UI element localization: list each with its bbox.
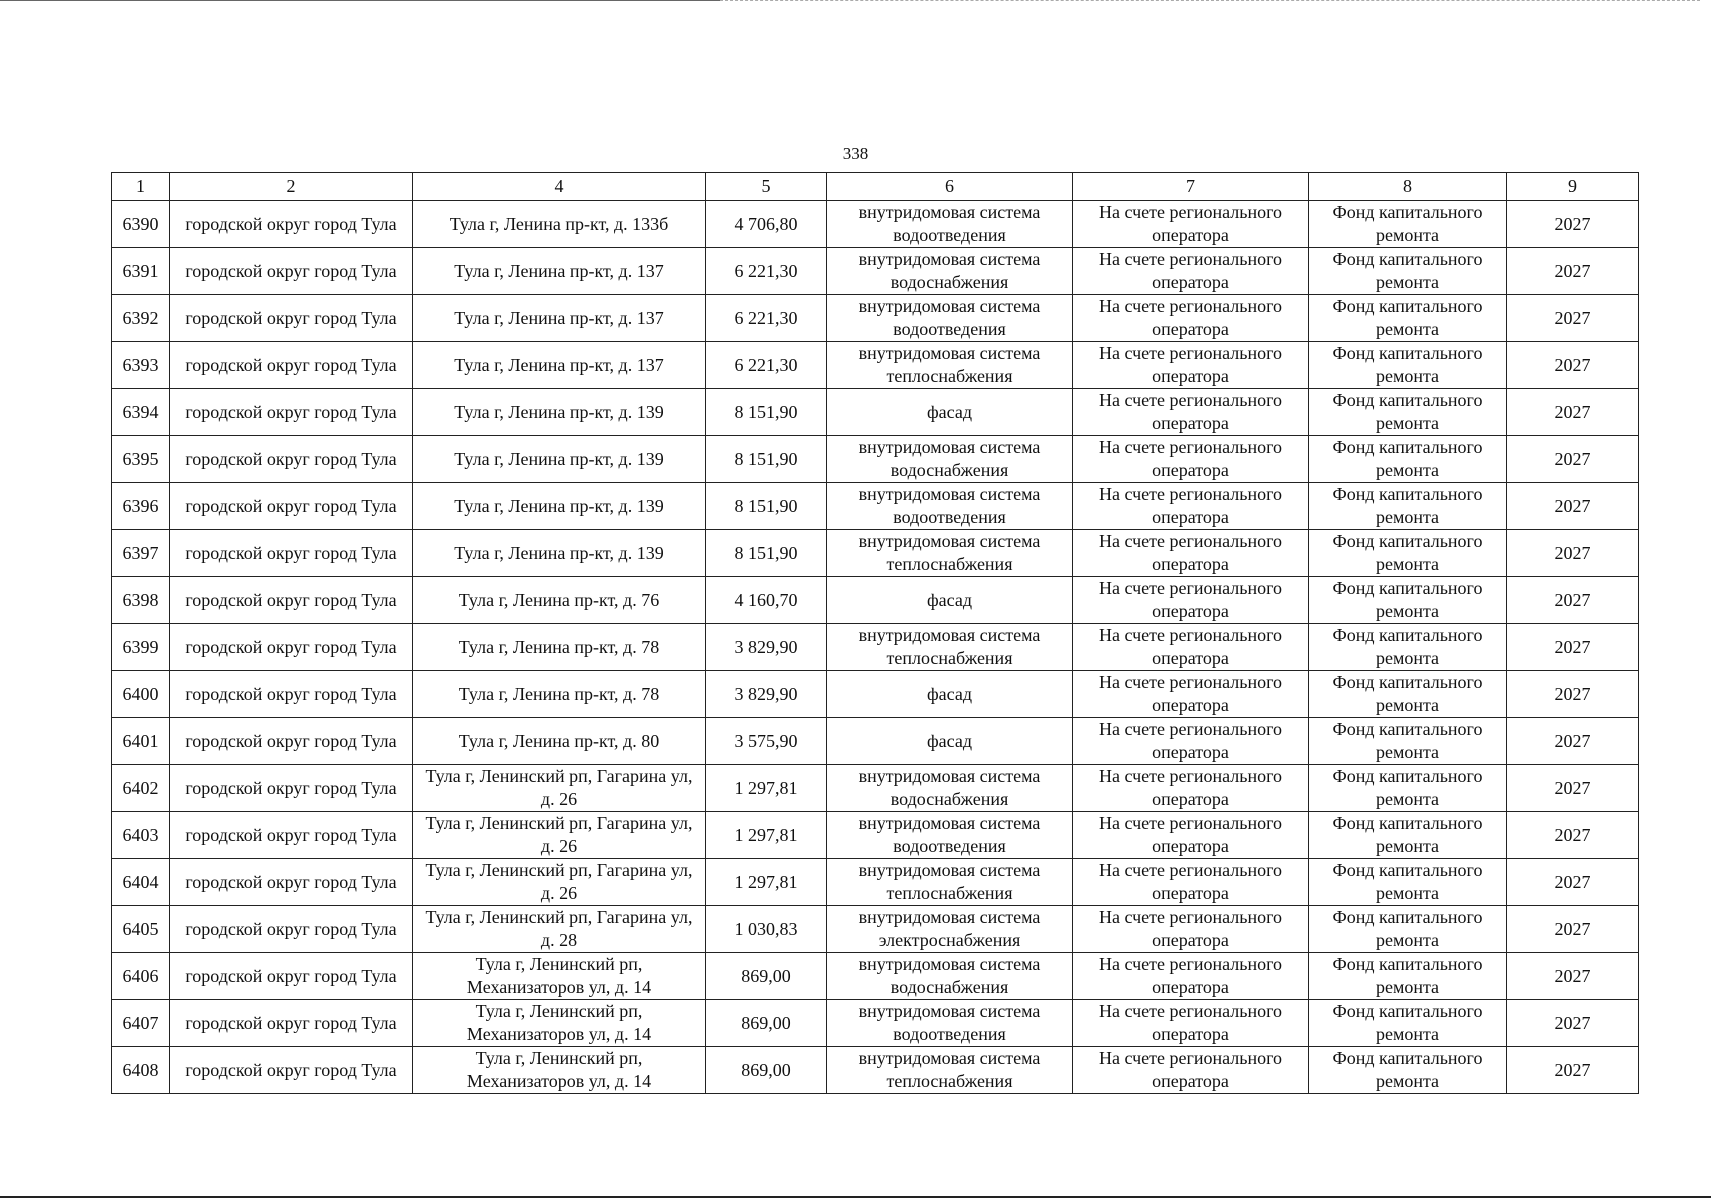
cell-number: 6407: [112, 1000, 170, 1047]
cell-number: 6399: [112, 624, 170, 671]
cell-number: 6403: [112, 812, 170, 859]
cell-funding-source: Фонд капитального ремонта: [1309, 718, 1507, 765]
cell-fund-location: На счете регионального оператора: [1073, 483, 1309, 530]
cell-municipality: городской округ город Тула: [170, 671, 413, 718]
cell-municipality: городской округ город Тула: [170, 201, 413, 248]
cell-funding-source: Фонд капитального ремонта: [1309, 248, 1507, 295]
cell-funding-source: Фонд капитального ремонта: [1309, 530, 1507, 577]
cell-number: 6398: [112, 577, 170, 624]
cell-fund-location: На счете регионального оператора: [1073, 248, 1309, 295]
cell-address: Тула г, Ленина пр-кт, д. 137: [413, 248, 706, 295]
cell-area: 869,00: [706, 1000, 827, 1047]
cell-work-type: фасад: [827, 671, 1073, 718]
cell-address: Тула г, Ленина пр-кт, д. 139: [413, 389, 706, 436]
cell-work-type: внутридомовая система водоотведения: [827, 483, 1073, 530]
table-row: [112, 530, 1639, 577]
cell-work-type: фасад: [827, 577, 1073, 624]
cell-fund-location: На счете регионального оператора: [1073, 1047, 1309, 1094]
cell-work-type: внутридомовая система теплоснабжения: [827, 1047, 1073, 1094]
cell-number: 6397: [112, 530, 170, 577]
cell-fund-location: На счете регионального оператора: [1073, 389, 1309, 436]
cell-work-type: внутридомовая система водоотведения: [827, 812, 1073, 859]
cell-year: 2027: [1507, 953, 1639, 1000]
cell-year: 2027: [1507, 1047, 1639, 1094]
cell-work-type: внутридомовая система теплоснабжения: [827, 530, 1073, 577]
cell-funding-source: Фонд капитального ремонта: [1309, 295, 1507, 342]
table-row: [112, 295, 1639, 342]
table-header: [112, 173, 1639, 201]
cell-address: Тула г, Ленина пр-кт, д. 133б: [413, 201, 706, 248]
cell-year: 2027: [1507, 812, 1639, 859]
cell-area: 1 297,81: [706, 859, 827, 906]
cell-municipality: городской округ город Тула: [170, 906, 413, 953]
header-row: [112, 173, 1639, 201]
cell-number: 6408: [112, 1047, 170, 1094]
cell-address: Тула г, Ленина пр-кт, д. 139: [413, 483, 706, 530]
cell-area: 6 221,30: [706, 342, 827, 389]
cell-funding-source: Фонд капитального ремонта: [1309, 859, 1507, 906]
cell-number: 6406: [112, 953, 170, 1000]
table-row: [112, 1047, 1639, 1094]
cell-funding-source: Фонд капитального ремонта: [1309, 342, 1507, 389]
cell-number: 6390: [112, 201, 170, 248]
cell-area: 1 297,81: [706, 765, 827, 812]
cell-funding-source: Фонд капитального ремонта: [1309, 765, 1507, 812]
cell-work-type: внутридомовая система водоснабжения: [827, 765, 1073, 812]
cell-area: 4 160,70: [706, 577, 827, 624]
cell-fund-location: На счете регионального оператора: [1073, 201, 1309, 248]
cell-work-type: внутридомовая система водоснабжения: [827, 436, 1073, 483]
column-header-number: 1: [112, 173, 170, 201]
cell-area: 1 030,83: [706, 906, 827, 953]
cell-year: 2027: [1507, 389, 1639, 436]
table-row: [112, 671, 1639, 718]
cell-year: 2027: [1507, 671, 1639, 718]
cell-number: 6391: [112, 248, 170, 295]
cell-work-type: внутридомовая система водоотведения: [827, 201, 1073, 248]
cell-number: 6405: [112, 906, 170, 953]
cell-municipality: городской округ город Тула: [170, 389, 413, 436]
table-row: [112, 718, 1639, 765]
cell-fund-location: На счете регионального оператора: [1073, 765, 1309, 812]
cell-year: 2027: [1507, 248, 1639, 295]
cell-fund-location: На счете регионального оператора: [1073, 1000, 1309, 1047]
cell-address: Тула г, Ленинский рп, Механизаторов ул, д. 14: [413, 1047, 706, 1094]
cell-municipality: городской округ город Тула: [170, 295, 413, 342]
cell-municipality: городской округ город Тула: [170, 436, 413, 483]
cell-funding-source: Фонд капитального ремонта: [1309, 201, 1507, 248]
cell-year: 2027: [1507, 1000, 1639, 1047]
table-body: [112, 201, 1639, 1094]
cell-municipality: городской округ город Тула: [170, 812, 413, 859]
cell-year: 2027: [1507, 906, 1639, 953]
cell-address: Тула г, Ленинский рп, Гагарина ул, д. 26: [413, 765, 706, 812]
cell-municipality: городской округ город Тула: [170, 530, 413, 577]
cell-fund-location: На счете регионального оператора: [1073, 436, 1309, 483]
cell-address: Тула г, Ленина пр-кт, д. 76: [413, 577, 706, 624]
column-header-work-type: 6: [827, 173, 1073, 201]
cell-work-type: фасад: [827, 718, 1073, 765]
cell-funding-source: Фонд капитального ремонта: [1309, 906, 1507, 953]
cell-work-type: фасад: [827, 389, 1073, 436]
cell-year: 2027: [1507, 765, 1639, 812]
cell-year: 2027: [1507, 577, 1639, 624]
scan-edge-bottom: [0, 1196, 1711, 1198]
cell-work-type: внутридомовая система водоотведения: [827, 295, 1073, 342]
cell-address: Тула г, Ленина пр-кт, д. 137: [413, 295, 706, 342]
cell-fund-location: На счете регионального оператора: [1073, 953, 1309, 1000]
cell-funding-source: Фонд капитального ремонта: [1309, 577, 1507, 624]
cell-number: 6395: [112, 436, 170, 483]
cell-year: 2027: [1507, 530, 1639, 577]
cell-funding-source: Фонд капитального ремонта: [1309, 436, 1507, 483]
table-row: [112, 765, 1639, 812]
cell-address: Тула г, Ленина пр-кт, д. 139: [413, 436, 706, 483]
cell-fund-location: На счете регионального оператора: [1073, 718, 1309, 765]
cell-funding-source: Фонд капитального ремонта: [1309, 1047, 1507, 1094]
cell-municipality: городской округ город Тула: [170, 624, 413, 671]
cell-funding-source: Фонд капитального ремонта: [1309, 483, 1507, 530]
cell-address: Тула г, Ленинский рп, Гагарина ул, д. 28: [413, 906, 706, 953]
cell-area: 3 829,90: [706, 624, 827, 671]
cell-municipality: городской округ город Тула: [170, 483, 413, 530]
cell-number: 6401: [112, 718, 170, 765]
column-header-municipality: 2: [170, 173, 413, 201]
cell-municipality: городской округ город Тула: [170, 1047, 413, 1094]
table-row: [112, 483, 1639, 530]
cell-year: 2027: [1507, 624, 1639, 671]
cell-number: 6404: [112, 859, 170, 906]
table-row: [112, 906, 1639, 953]
cell-number: 6396: [112, 483, 170, 530]
cell-fund-location: На счете регионального оператора: [1073, 859, 1309, 906]
cell-area: 8 151,90: [706, 530, 827, 577]
cell-area: 8 151,90: [706, 483, 827, 530]
cell-year: 2027: [1507, 342, 1639, 389]
cell-area: 869,00: [706, 1047, 827, 1094]
cell-municipality: городской округ город Тула: [170, 718, 413, 765]
cell-address: Тула г, Ленинский рп, Гагарина ул, д. 26: [413, 812, 706, 859]
cell-work-type: внутридомовая система теплоснабжения: [827, 859, 1073, 906]
column-header-funding-source: 8: [1309, 173, 1507, 201]
registry-table: [111, 172, 1639, 1094]
cell-number: 6400: [112, 671, 170, 718]
cell-funding-source: Фонд капитального ремонта: [1309, 1000, 1507, 1047]
scan-edge-top-faint: [720, 0, 1700, 2]
cell-work-type: внутридомовая система теплоснабжения: [827, 624, 1073, 671]
column-header-address: 4: [413, 173, 706, 201]
table-row: [112, 624, 1639, 671]
cell-funding-source: Фонд капитального ремонта: [1309, 812, 1507, 859]
cell-municipality: городской округ город Тула: [170, 1000, 413, 1047]
cell-number: 6402: [112, 765, 170, 812]
cell-funding-source: Фонд капитального ремонта: [1309, 953, 1507, 1000]
cell-fund-location: На счете регионального оператора: [1073, 812, 1309, 859]
cell-municipality: городской округ город Тула: [170, 765, 413, 812]
cell-municipality: городской округ город Тула: [170, 248, 413, 295]
cell-year: 2027: [1507, 201, 1639, 248]
cell-address: Тула г, Ленина пр-кт, д. 137: [413, 342, 706, 389]
cell-work-type: внутридомовая система электроснабжения: [827, 906, 1073, 953]
cell-year: 2027: [1507, 718, 1639, 765]
table-row: [112, 342, 1639, 389]
cell-address: Тула г, Ленинский рп, Механизаторов ул, д. 14: [413, 953, 706, 1000]
cell-work-type: внутридомовая система теплоснабжения: [827, 342, 1073, 389]
cell-area: 6 221,30: [706, 295, 827, 342]
cell-funding-source: Фонд капитального ремонта: [1309, 389, 1507, 436]
table-row: [112, 248, 1639, 295]
cell-work-type: внутридомовая система водоснабжения: [827, 953, 1073, 1000]
table-row: [112, 812, 1639, 859]
cell-number: 6393: [112, 342, 170, 389]
cell-area: 6 221,30: [706, 248, 827, 295]
table-row: [112, 201, 1639, 248]
cell-address: Тула г, Ленина пр-кт, д. 78: [413, 671, 706, 718]
page-number: 338: [842, 144, 869, 163]
cell-address: Тула г, Ленина пр-кт, д. 78: [413, 624, 706, 671]
cell-area: 3 575,90: [706, 718, 827, 765]
cell-fund-location: На счете регионального оператора: [1073, 577, 1309, 624]
cell-funding-source: Фонд капитального ремонта: [1309, 624, 1507, 671]
cell-area: 4 706,80: [706, 201, 827, 248]
cell-fund-location: На счете регионального оператора: [1073, 906, 1309, 953]
cell-area: 3 829,90: [706, 671, 827, 718]
cell-address: Тула г, Ленинский рп, Гагарина ул, д. 26: [413, 859, 706, 906]
cell-address: Тула г, Ленина пр-кт, д. 80: [413, 718, 706, 765]
column-header-fund-location: 7: [1073, 173, 1309, 201]
cell-fund-location: На счете регионального оператора: [1073, 671, 1309, 718]
cell-address: Тула г, Ленина пр-кт, д. 139: [413, 530, 706, 577]
column-header-year: 9: [1507, 173, 1639, 201]
cell-address: Тула г, Ленинский рп, Механизаторов ул, д. 14: [413, 1000, 706, 1047]
column-header-area: 5: [706, 173, 827, 201]
cell-number: 6394: [112, 389, 170, 436]
cell-area: 869,00: [706, 953, 827, 1000]
table-row: [112, 859, 1639, 906]
cell-work-type: внутридомовая система водоснабжения: [827, 248, 1073, 295]
table-row: [112, 389, 1639, 436]
scan-edge-top: [0, 0, 720, 2]
cell-year: 2027: [1507, 295, 1639, 342]
cell-year: 2027: [1507, 859, 1639, 906]
cell-number: 6392: [112, 295, 170, 342]
cell-work-type: внутридомовая система водоотведения: [827, 1000, 1073, 1047]
table-row: [112, 1000, 1639, 1047]
cell-municipality: городской округ город Тула: [170, 577, 413, 624]
cell-fund-location: На счете регионального оператора: [1073, 624, 1309, 671]
cell-municipality: городской округ город Тула: [170, 953, 413, 1000]
cell-area: 8 151,90: [706, 436, 827, 483]
cell-fund-location: На счете регионального оператора: [1073, 295, 1309, 342]
cell-fund-location: На счете регионального оператора: [1073, 530, 1309, 577]
cell-year: 2027: [1507, 436, 1639, 483]
cell-year: 2027: [1507, 483, 1639, 530]
table-row: [112, 953, 1639, 1000]
cell-area: 8 151,90: [706, 389, 827, 436]
table-row: [112, 577, 1639, 624]
cell-funding-source: Фонд капитального ремонта: [1309, 671, 1507, 718]
table-row: [112, 436, 1639, 483]
cell-area: 1 297,81: [706, 812, 827, 859]
cell-municipality: городской округ город Тула: [170, 342, 413, 389]
cell-municipality: городской округ город Тула: [170, 859, 413, 906]
cell-fund-location: На счете регионального оператора: [1073, 342, 1309, 389]
